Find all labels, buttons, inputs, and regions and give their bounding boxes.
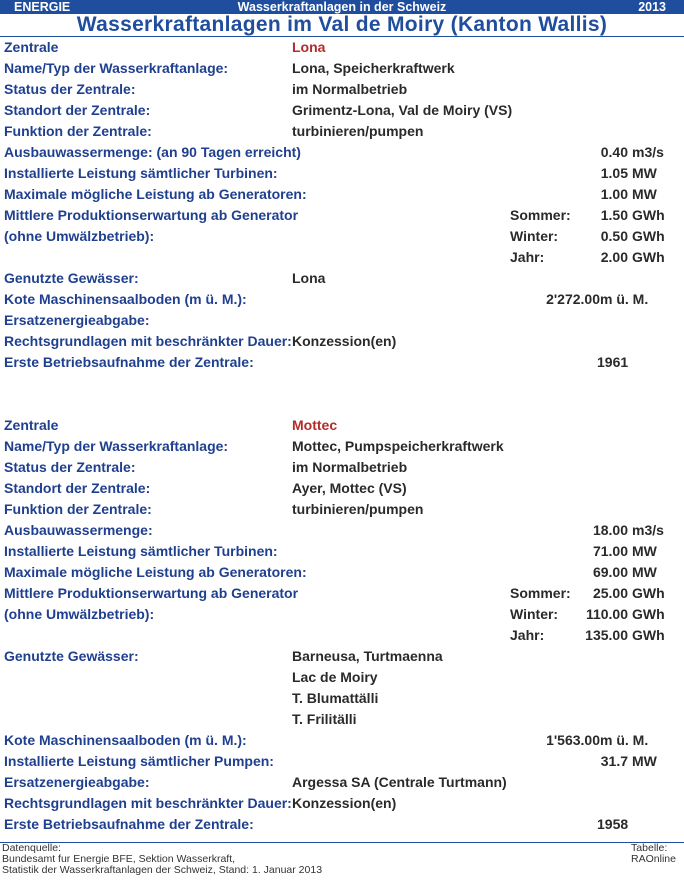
plant-section-lona bbox=[0, 37, 684, 373]
produktion-label-2: (ohne Umwälzbetrieb): bbox=[4, 228, 155, 244]
turbinen-unit: MW bbox=[632, 165, 657, 181]
generatoren-value: 69.00 bbox=[592, 564, 628, 580]
status-label: Status der Zentrale: bbox=[4, 459, 136, 475]
status-value: im Normalbetrieb bbox=[292, 459, 408, 475]
turbinen-value: 1.05 bbox=[600, 165, 628, 181]
winter-unit: GWh bbox=[632, 228, 665, 244]
ersatz-label: Ersatzenergieabgabe: bbox=[4, 312, 150, 328]
row-name bbox=[0, 58, 684, 79]
standort-label: Standort der Zentrale: bbox=[4, 480, 151, 496]
ausbau-value: 0.40 bbox=[600, 144, 628, 160]
jahr-unit: GWh bbox=[632, 249, 665, 265]
zentrale-label: Zentrale bbox=[4, 39, 59, 55]
recht-value: Konzession(en) bbox=[292, 795, 397, 811]
banner-category: ENERGIE bbox=[14, 0, 71, 14]
funktion-value: turbinieren/pumpen bbox=[292, 501, 424, 517]
row-funktion bbox=[0, 121, 684, 142]
betrieb-value: 1958 bbox=[597, 816, 629, 832]
standort-label: Standort der Zentrale: bbox=[4, 102, 151, 118]
generatoren-value: 1.00 bbox=[600, 186, 628, 202]
betrieb-label: Erste Betriebsaufnahme der Zentrale: bbox=[4, 354, 254, 370]
turbinen-value: 71.00 bbox=[592, 543, 628, 559]
row-funktion bbox=[0, 499, 684, 520]
row-gewaesser bbox=[0, 268, 684, 289]
row-kote bbox=[0, 289, 684, 310]
sommer-value: 1.50 bbox=[600, 207, 628, 223]
gewaesser-value-2: Lac de Moiry bbox=[292, 669, 378, 685]
gewaesser-label: Genutzte Gewässer: bbox=[4, 648, 139, 664]
status-label: Status der Zentrale: bbox=[4, 81, 136, 97]
banner-year: 2013 bbox=[638, 0, 666, 14]
row-produktion-winter bbox=[0, 604, 684, 625]
row-zentrale bbox=[0, 415, 684, 436]
jahr-label: Jahr: bbox=[510, 249, 545, 265]
recht-label: Rechtsgrundlagen mit beschränkter Dauer: bbox=[4, 795, 292, 811]
pumpen-value: 31.7 bbox=[600, 753, 628, 769]
row-produktion-winter bbox=[0, 226, 684, 247]
jahr-unit: GWh bbox=[632, 627, 665, 643]
generatoren-unit: MW bbox=[632, 564, 657, 580]
ausbau-label: Ausbauwassermenge: (an 90 Tagen erreicht) bbox=[4, 144, 301, 160]
name-label: Name/Typ der Wasserkraftanlage: bbox=[4, 60, 229, 76]
page-title: Wasserkraftanlagen im Val de Moiry (Kanton Wallis) bbox=[76, 13, 608, 36]
source-label: Datenquelle: bbox=[2, 842, 61, 854]
footer-table bbox=[631, 843, 676, 865]
generatoren-label: Maximale mögliche Leistung ab Generatoren: bbox=[4, 564, 307, 580]
recht-label: Rechtsgrundlagen mit beschränkter Dauer: bbox=[4, 333, 292, 349]
jahr-value: 2.00 bbox=[600, 249, 628, 265]
row-turbinen bbox=[0, 163, 684, 184]
kote-label: Kote Maschinensaalboden (m ü. M.): bbox=[4, 732, 247, 748]
winter-unit: GWh bbox=[632, 606, 665, 622]
betrieb-value: 1961 bbox=[597, 354, 629, 370]
table-label: Tabelle: bbox=[631, 842, 668, 854]
zentrale-value: Lona bbox=[292, 39, 326, 55]
table-name: RAOnline bbox=[631, 853, 676, 865]
row-betrieb bbox=[0, 814, 684, 835]
sommer-unit: GWh bbox=[632, 207, 665, 223]
standort-value: Ayer, Mottec (VS) bbox=[292, 480, 407, 496]
row-standort bbox=[0, 100, 684, 121]
recht-value: Konzession(en) bbox=[292, 333, 397, 349]
produktion-label: Mittlere Produktionserwartung ab Generator bbox=[4, 207, 299, 223]
funktion-value: turbinieren/pumpen bbox=[292, 123, 424, 139]
kote-unit: m ü. M. bbox=[600, 291, 649, 307]
ausbau-value: 18.00 bbox=[592, 522, 628, 538]
ausbau-label: Ausbauwassermenge: bbox=[4, 522, 153, 538]
jahr-value: 135.00 bbox=[585, 627, 628, 643]
row-gewaesser-4 bbox=[0, 709, 684, 730]
funktion-label: Funktion der Zentrale: bbox=[4, 123, 152, 139]
funktion-label: Funktion der Zentrale: bbox=[4, 501, 152, 517]
row-gewaesser-3 bbox=[0, 688, 684, 709]
row-kote bbox=[0, 730, 684, 751]
betrieb-label: Erste Betriebsaufnahme der Zentrale: bbox=[4, 816, 254, 832]
row-produktion-jahr bbox=[0, 625, 684, 646]
row-ausbau bbox=[0, 142, 684, 163]
row-recht bbox=[0, 331, 684, 352]
row-name bbox=[0, 436, 684, 457]
row-status bbox=[0, 79, 684, 100]
row-ersatz bbox=[0, 772, 684, 793]
ersatz-value: Argessa SA (Centrale Turtmann) bbox=[292, 774, 507, 790]
turbinen-unit: MW bbox=[632, 543, 657, 559]
generatoren-label: Maximale mögliche Leistung ab Generatoren: bbox=[4, 186, 307, 202]
gewaesser-value-4: T. Frilitälli bbox=[292, 711, 357, 727]
row-status bbox=[0, 457, 684, 478]
sommer-unit: GWh bbox=[632, 585, 665, 601]
kote-unit: m ü. M. bbox=[600, 732, 649, 748]
banner-subject: Wasserkraftanlagen in der Schweiz bbox=[237, 0, 447, 14]
winter-label: Winter: bbox=[510, 606, 559, 622]
jahr-label: Jahr: bbox=[510, 627, 545, 643]
turbinen-label: Installierte Leistung sämtlicher Turbinen: bbox=[4, 543, 278, 559]
sommer-label: Sommer: bbox=[510, 585, 571, 601]
name-value: Lona, Speicherkraftwerk bbox=[292, 60, 455, 76]
kote-value: 2'272.00 bbox=[546, 291, 600, 307]
source-line-2: Statistik der Wasserkraftanlagen der Schweiz, Stand: 1. Januar 2013 bbox=[2, 864, 323, 876]
pumpen-unit: MW bbox=[632, 753, 657, 769]
winter-value: 0.50 bbox=[600, 228, 628, 244]
footer-source bbox=[2, 843, 322, 876]
zentrale-value: Mottec bbox=[292, 417, 338, 433]
row-zentrale bbox=[0, 37, 684, 58]
row-betrieb bbox=[0, 352, 684, 373]
plant-section-mottec bbox=[0, 415, 684, 835]
standort-value: Grimentz-Lona, Val de Moiry (VS) bbox=[292, 102, 513, 118]
row-pumpen bbox=[0, 751, 684, 772]
winter-value: 110.00 bbox=[585, 606, 628, 622]
row-generatoren bbox=[0, 562, 684, 583]
source-line-1: Bundesamt fur Energie BFE, Sektion Wasserkraft, bbox=[2, 853, 236, 865]
gewaesser-value: Barneusa, Turtmaenna bbox=[292, 648, 443, 664]
kote-value: 1'563.00 bbox=[546, 732, 600, 748]
ausbau-unit: m3/s bbox=[632, 144, 664, 160]
row-produktion-sommer bbox=[0, 583, 684, 604]
row-standort bbox=[0, 478, 684, 499]
gewaesser-value-3: T. Blumattälli bbox=[292, 690, 379, 706]
produktion-label-2: (ohne Umwälzbetrieb): bbox=[4, 606, 155, 622]
sommer-value: 25.00 bbox=[592, 585, 628, 601]
ersatz-label: Ersatzenergieabgabe: bbox=[4, 774, 150, 790]
turbinen-label: Installierte Leistung sämtlicher Turbinen: bbox=[4, 165, 278, 181]
produktion-label: Mittlere Produktionserwartung ab Generator bbox=[4, 585, 299, 601]
name-value: Mottec, Pumpspeicherkraftwerk bbox=[292, 438, 504, 454]
row-produktion-jahr bbox=[0, 247, 684, 268]
name-label: Name/Typ der Wasserkraftanlage: bbox=[4, 438, 229, 454]
kote-label: Kote Maschinensaalboden (m ü. M.): bbox=[4, 291, 247, 307]
row-gewaesser-2 bbox=[0, 667, 684, 688]
winter-label: Winter: bbox=[510, 228, 559, 244]
gewaesser-value: Lona bbox=[292, 270, 326, 286]
ausbau-unit: m3/s bbox=[632, 522, 664, 538]
row-recht bbox=[0, 793, 684, 814]
row-ersatz bbox=[0, 310, 684, 331]
generatoren-unit: MW bbox=[632, 186, 657, 202]
sommer-label: Sommer: bbox=[510, 207, 571, 223]
gewaesser-label: Genutzte Gewässer: bbox=[4, 270, 139, 286]
row-gewaesser bbox=[0, 646, 684, 667]
row-turbinen bbox=[0, 541, 684, 562]
pumpen-label: Installierte Leistung sämtlicher Pumpen: bbox=[4, 753, 274, 769]
status-value: im Normalbetrieb bbox=[292, 81, 408, 97]
row-produktion-sommer bbox=[0, 205, 684, 226]
zentrale-label: Zentrale bbox=[4, 417, 59, 433]
top-banner bbox=[0, 0, 684, 14]
row-ausbau bbox=[0, 520, 684, 541]
row-generatoren bbox=[0, 184, 684, 205]
